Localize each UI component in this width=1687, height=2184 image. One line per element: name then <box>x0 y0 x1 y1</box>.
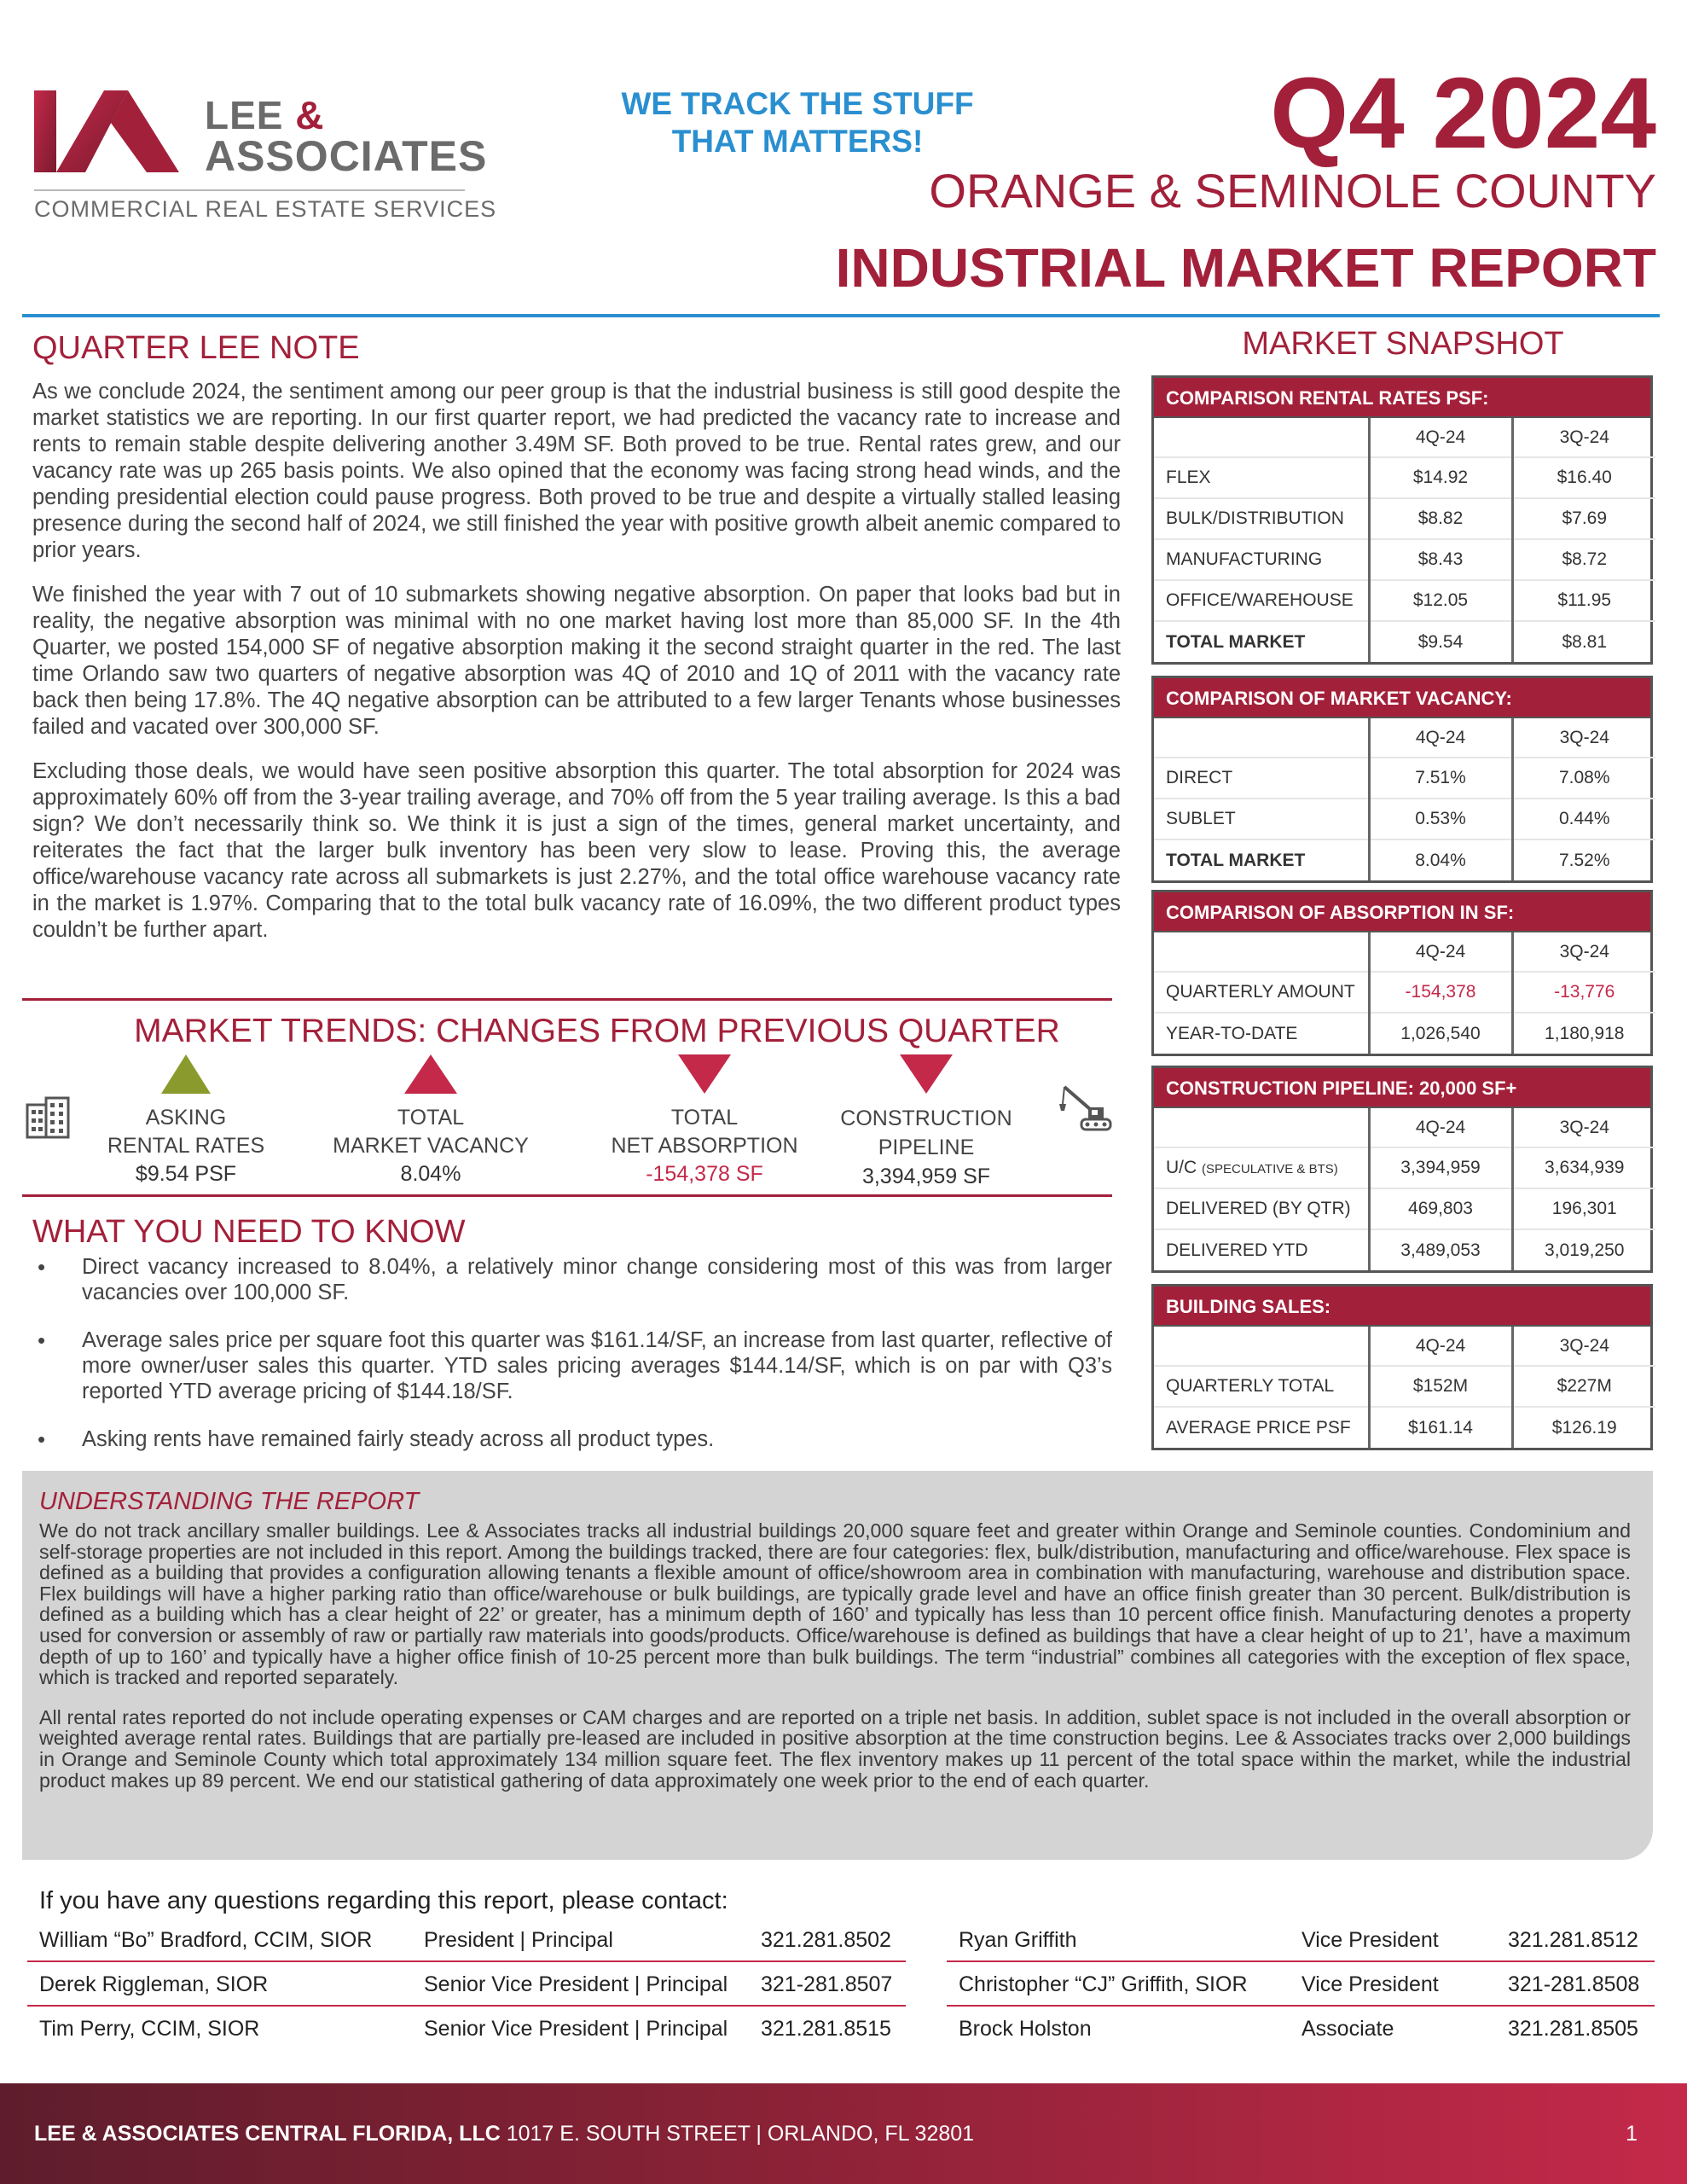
understanding-panel <box>22 1471 1653 1860</box>
table-row: QUARTERLY AMOUNT -154,378 -13,776 <box>1154 972 1655 1013</box>
footer-address <box>34 2119 974 2148</box>
rental-rates-table <box>1151 375 1653 665</box>
contact-title: Associate <box>1301 2017 1394 2041</box>
table-row: YEAR-TO-DATE 1,026,540 1,180,918 <box>1154 1013 1655 1054</box>
list-item: • Direct vacancy increased to 8.04%, a relatively minor change considering most of this was from larger vacancies over 100,000 SF. <box>32 1254 1112 1305</box>
snapshot-title: MARKET SNAPSHOT <box>1242 326 1564 362</box>
tagline-line-1: WE TRACK THE STUFF <box>621 86 974 121</box>
trends-title: MARKET TRENDS: CHANGES FROM PREVIOUS QUARTER <box>134 1013 1060 1049</box>
trend-down-arrow-icon <box>678 1054 731 1094</box>
table-heading: COMPARISON RENTAL RATES PSF: <box>1154 378 1650 418</box>
trend-label: TOTAL <box>397 1106 465 1130</box>
page-number: 1 <box>1626 2122 1638 2146</box>
column-header: 4Q-24 <box>1369 932 1512 972</box>
tagline-line-2: THAT MATTERS! <box>671 124 924 159</box>
footer-street: 1017 E. SOUTH STREET | ORLANDO, FL 32801 <box>500 2122 975 2146</box>
contact-title: Vice President <box>1301 1972 1439 1996</box>
contact-phone[interactable]: 321.281.8505 <box>1508 2017 1638 2041</box>
table-row: MANUFACTURING $8.43 $8.72 <box>1154 539 1655 580</box>
contact-row <box>27 1918 906 1962</box>
trend-construction-pipeline <box>826 1054 1027 1191</box>
logo-wordmark: LEE & <box>205 93 325 137</box>
trend-label: ASKING <box>145 1106 227 1130</box>
report-quarter: Q4 2024 <box>1270 57 1656 170</box>
trend-value: 8.04% <box>400 1162 461 1186</box>
trend-label: NET ABSORPTION <box>611 1134 798 1158</box>
contact-name: Christopher “CJ” Griffith, SIOR <box>959 1972 1248 1996</box>
contact-row <box>27 2007 906 2051</box>
trend-label: PIPELINE <box>878 1136 975 1159</box>
table-row: SUBLET 0.53% 0.44% <box>1154 799 1655 839</box>
trend-label: RENTAL RATES <box>107 1134 265 1158</box>
absorption-table <box>1151 890 1653 1056</box>
column-header: 4Q-24 <box>1369 1108 1512 1147</box>
know-list <box>32 1254 1112 1474</box>
table-header-row <box>1154 718 1655 758</box>
note-paragraph: As we conclude 2024, the sentiment among our peer group is that the industrial business is still good despite the market statistics we are reporting. In our first quarter report, we had predicted the vacancy rate to increase and rents to remain stable despite delivering another 3.49M SF. Both proved to be true. Rental rates grew, and our vacancy rate was up 265 basis points. We also opined that the economy was facing strong head winds, and the pending presidential election could pause progress. Both proved to be true and despite a virtually stalled leasing presence during the second half of 2024, we still finished the year with positive growth albeit anemic compared to prior years. <box>32 380 1121 562</box>
market-vacancy-table <box>1151 676 1653 883</box>
footer-company: LEE & ASSOCIATES CENTRAL FLORIDA, LLC <box>34 2122 501 2146</box>
contact-name: Derek Riggleman, SIOR <box>39 1972 269 1996</box>
contact-title: Senior Vice President | Principal <box>424 1972 728 1996</box>
understanding-paragraph: All rental rates reported do not include operating expenses or CAM charges and are reported on a triple net basis. In addition, sublet space is not included in the overall absorption or weighted average rental rates. Buildings that are partially pre-leased are included in positive absorption at the time construction begins. Lee & Associates tracks over 2,000 buildings in Orange and Seminole County which total approximately 134 million square feet. The flex inventory makes up 11 percent of the total space within the market, while the industrial product makes up 89 percent. We end our statistical gathering of data approximately one week prior to the end of each quarter. <box>39 1705 1631 1792</box>
building-icon <box>26 1096 70 1139</box>
trend-up-arrow-icon <box>161 1054 211 1094</box>
column-header: 4Q-24 <box>1369 1327 1512 1366</box>
list-item: • Average sales price per square foot this quarter was $161.14/SF, an increase from last quarter, reflective of more owner/user sales this quarter. YTD sales pricing averages $144.14/SF, which is on par with Q3’s reported YTD average pricing of $144.18/SF. <box>32 1327 1112 1404</box>
tagline <box>597 85 998 160</box>
trend-label: TOTAL <box>670 1106 739 1130</box>
table-row: BULK/DISTRIBUTION $8.82 $7.69 <box>1154 498 1655 539</box>
trend-total-market-vacancy <box>320 1054 542 1188</box>
building-sales-table <box>1151 1284 1653 1450</box>
table-row: DELIVERED YTD 3,489,053 3,019,250 <box>1154 1229 1655 1270</box>
understanding-heading: UNDERSTANDING THE REPORT <box>39 1488 420 1515</box>
contact-phone[interactable]: 321.281.8515 <box>761 2017 891 2041</box>
contact-title: Vice President <box>1301 1928 1439 1952</box>
logo-divider <box>34 189 465 191</box>
contact-name: Brock Holston <box>959 2017 1092 2041</box>
table-row: U/C (SPECULATIVE & BTS) 3,394,959 3,634,939 <box>1154 1147 1655 1188</box>
contact-phone[interactable]: 321-281.8507 <box>761 1972 893 1996</box>
table-row: TOTAL MARKET $9.54 $8.81 <box>1154 621 1655 662</box>
table-row: DELIVERED (BY QTR) 469,803 196,301 <box>1154 1188 1655 1229</box>
trend-value: 3,394,959 SF <box>861 1165 991 1188</box>
trend-value: $9.54 PSF <box>135 1162 237 1186</box>
trend-label: MARKET VACANCY <box>333 1134 529 1158</box>
contact-row <box>27 1962 906 2007</box>
table-heading: BUILDING SALES: <box>1154 1287 1650 1327</box>
table-row: OFFICE/WAREHOUSE $12.05 $11.95 <box>1154 580 1655 621</box>
contact-phone[interactable]: 321.281.8512 <box>1508 1928 1638 1952</box>
page-footer <box>0 2083 1687 2184</box>
table-header-row <box>1154 1108 1655 1147</box>
trend-value: -154,378 SF <box>646 1162 763 1186</box>
table-heading: COMPARISON OF ABSORPTION IN SF: <box>1154 892 1650 932</box>
trend-label: CONSTRUCTION <box>840 1107 1012 1130</box>
table-row: FLEX $14.92 $16.40 <box>1154 457 1655 498</box>
logo-subtitle: COMMERCIAL REAL ESTATE SERVICES <box>34 196 497 222</box>
table-heading: CONSTRUCTION PIPELINE: 20,000 SF+ <box>1154 1068 1650 1108</box>
logo-wordmark-2: ASSOCIATES <box>205 132 488 180</box>
table-row: QUARTERLY TOTAL $152M $227M <box>1154 1366 1655 1407</box>
understanding-paragraph: We do not track ancillary smaller buildings. Lee & Associates tracks all industrial buildings 20,000 square feet and greater within Orange and Seminole counties. Condominium and self-storage properties are not included in this report. Among the buildings tracked, there are four categories: flex, bulk/distribution, manufacturing and office/warehouse. Flex space is defined as a building that provides a configuration allowing tenants a flexible amount of office/showroom area in combination with manufacturing, warehouse and distribution space. Flex buildings will have a higher parking ratio than office/warehouse or bulk buildings, are typically grade level and have an office finish greater than 30 percent. Bulk/distribution is defined as a building which has a clear height of 22’ or greater, has a minimum depth of 160’ and typically has less than 10 percent office finish. Manufacturing denotes a property used for conversion or assembly of raw or partially raw materials into goods/products. Office/warehouse is defined as buildings that have a clear height of up to 21’, have a maximum depth of up to 160’ and typically have a higher office finish of 10-25 percent more than bulk buildings. The term “industrial” combines all categories with the exception of flex space, which is tracked and reported separately. <box>39 1519 1631 1689</box>
table-header-row <box>1154 1327 1655 1366</box>
contact-name: Ryan Griffith <box>959 1928 1077 1952</box>
trends-bottom-divider <box>22 1194 1112 1197</box>
logo-mark-icon <box>34 89 179 174</box>
note-paragraph: We finished the year with 7 out of 10 submarkets showing negative absorption. On paper that looks bad but in reality, the negative absorption was minimal with no one market having lost more than 85,000 SF. In the 4th Quarter, we posted 154,000 SF of negative absorption making it the second straight quarter in the red. The last time Orlando saw two quarters of negative absorption was 4Q of 2010 and 1Q of 2011 with the vacancy rate back then being 17.8%. The 4Q negative absorption can be attributed to a few larger Tenants whose businesses failed and vacated over 300,000 SF. <box>32 583 1121 739</box>
contact-row <box>947 1918 1655 1962</box>
contact-phone[interactable]: 321.281.8502 <box>761 1928 891 1952</box>
table-header-row <box>1154 932 1655 972</box>
trends-top-divider <box>22 998 1112 1001</box>
contact-title: President | Principal <box>424 1928 613 1952</box>
contact-name: Tim Perry, CCIM, SIOR <box>39 2017 260 2041</box>
column-header: 3Q-24 <box>1512 1108 1655 1147</box>
report-title: INDUSTRIAL MARKET REPORT <box>835 237 1656 299</box>
trend-total-net-absorption <box>597 1054 812 1188</box>
contacts-question: If you have any questions regarding this report, please contact: <box>39 1887 728 1914</box>
column-header: 4Q-24 <box>1369 718 1512 758</box>
trend-up-arrow-icon <box>404 1054 457 1094</box>
table-row: AVERAGE PRICE PSF $161.14 $126.19 <box>1154 1407 1655 1448</box>
column-header: 3Q-24 <box>1512 1327 1655 1366</box>
table-heading: COMPARISON OF MARKET VACANCY: <box>1154 678 1650 718</box>
note-heading: QUARTER LEE NOTE <box>32 330 360 366</box>
table-header-row <box>1154 418 1655 457</box>
company-logo <box>34 85 497 230</box>
trend-down-arrow-icon <box>900 1054 953 1094</box>
trend-asking-rental-rates <box>85 1054 287 1188</box>
column-header: 4Q-24 <box>1369 418 1512 457</box>
report-county: ORANGE & SEMINOLE COUNTY <box>929 164 1656 218</box>
contact-title: Senior Vice President | Principal <box>424 2017 728 2041</box>
know-heading: WHAT YOU NEED TO KNOW <box>32 1214 466 1250</box>
table-row: TOTAL MARKET 8.04% 7.52% <box>1154 839 1655 880</box>
contact-row <box>947 1962 1655 2007</box>
contact-phone[interactable]: 321-281.8508 <box>1508 1972 1640 1996</box>
table-row: DIRECT 7.51% 7.08% <box>1154 758 1655 799</box>
contact-row <box>947 2007 1655 2051</box>
construction-pipeline-table <box>1151 1066 1653 1273</box>
contact-name: William “Bo” Bradford, CCIM, SIOR <box>39 1928 373 1952</box>
header-divider <box>22 314 1660 317</box>
column-header: 3Q-24 <box>1512 932 1655 972</box>
column-header: 3Q-24 <box>1512 418 1655 457</box>
note-paragraph: Excluding those deals, we would have seen positive absorption this quarter. The total absorption for 2024 was approximately 60% off from the 3-year trailing average, and 70% off from the 5 year trailing average. Is this a bad sign? We don’t necessarily think so. We think it is just a sign of the times, general market uncertainty, and reiterates the fact that the larger bulk inventory has been very slow to lease. Proving this, the average office/warehouse vacancy rate across all submarkets is just 2.27%, and the total office warehouse vacancy rate in the market is 1.97%. Comparing that to the total bulk vacancy rate of 16.09%, the two different product types couldn’t be further apart. <box>32 759 1121 942</box>
crane-icon <box>1058 1082 1114 1138</box>
list-item: • Asking rents have remained fairly steady across all product types. <box>32 1426 1112 1452</box>
note-body <box>32 379 1121 961</box>
column-header: 3Q-24 <box>1512 718 1655 758</box>
